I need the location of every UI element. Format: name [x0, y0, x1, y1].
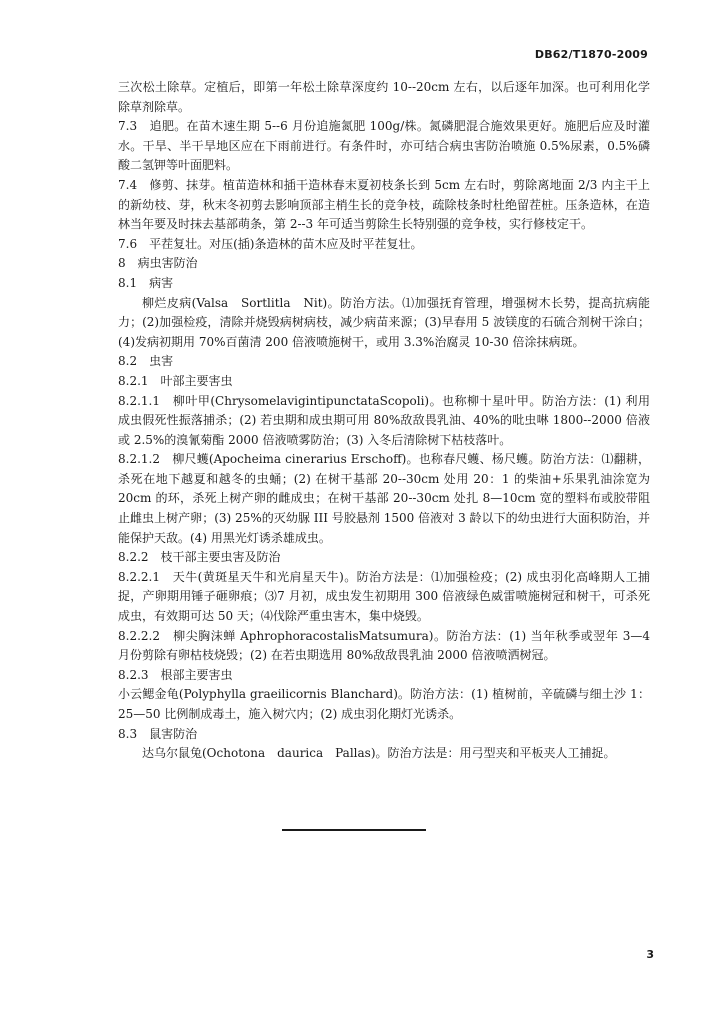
section-8-2-heading: 8.2 虫害 [118, 354, 174, 369]
section-8-3-heading: 8.3 鼠害防治 [118, 726, 198, 741]
canker-disease-paragraph: 柳烂皮病(Valsa Sortlitla Nit)。防治方法。⑴加强抚育管理，增强树木长势，提高抗病能力；(2)加强检疫，清除并烧毁病树病枝，减少病苗来源；(3)早春用 5 波镁度的石硫合剂树干涂白；(4)发病初期用 70%百菌清 200 倍液喷施树干，或用 3.3%治腐灵 10-30 倍涂抹病斑。 [118, 295, 650, 349]
document-code: DB62/T1870-2009 [534, 48, 648, 61]
section-8-2-2-heading: 8.2.2 枝干部主要虫害及防治 [118, 550, 281, 565]
section-8-2-1-heading: 8.2.1 叶部主要害虫 [118, 373, 233, 388]
section-8-2-2-2-spittlebug: 8.2.2.2 柳尖胸沫蝉 AphrophoracostalisMatsumura)。防治方法：(1) 当年秋季或翌年 3—4 月份剪除有卵枯枝烧毁；(2) 在若虫期选用 80%敌敌畏乳油 2000 倍液喷洒树冠。 [118, 628, 650, 663]
section-7-6-coppicing: 7.6 平茬复壮。对压(插)条造林的苗木应及时平茬复壮。 [118, 236, 423, 251]
page-number: 3 [646, 948, 654, 961]
pika-paragraph: 达乌尔鼠兔(Ochotona daurica Pallas)。防治方法是：用弓型夹和平板夹人工捕捉。 [142, 746, 616, 761]
section-8-2-1-2-inchworm: 8.2.1.2 柳尺蠖(Apocheima cinerarius Erschoff)。也称春尺蠖、杨尺蠖。防治方法：⑴翻耕，杀死在地下越夏和越冬的虫蛹；(2) 在树干基部 20--30cm 处用 20：1 的柴油+乐果乳油涂宽为 20cm 的环，杀死上树产卵的雌成虫；在树干基部 20--30cm 处扎 8—10cm 宽的塑料布或胶带阻止雌虫上树产卵；(3) 25%的灭幼脲 III 号胶悬剂 1500 倍液对 3 龄以下的幼虫进行大面积防治，并能保护天敌。(4) 用黑光灯诱杀雄成虫。 [118, 452, 650, 545]
section-8-1-heading: 8.1 病害 [118, 275, 174, 290]
section-8-2-2-1-longhorn: 8.2.2.1 天牛(黄斑星天牛和光肩星天牛)。防治方法是：⑴加强检疫；(2) 成虫羽化高峰期人工捕捉，产卵期用锤子砸卵痕；⑶7 月初，成虫发生初期用 300 倍液绿色威雷喷施树冠和树干，可杀死成虫，有效期可达 50 天；⑷伐除严重虫害木，集中烧毁。 [118, 569, 650, 624]
paragraph-weeding: 三次松土除草。定植后，即第一年松土除草深度约 10--20cm 左右，以后逐年加深。也可利用化学除草剂除草。 [118, 80, 650, 114]
section-8-heading: 8 病虫害防治 [118, 256, 198, 271]
chafer-paragraph: 小云鳃金龟(Polyphylla graeilicornis Blanchard)。防治方法：(1) 植树前，辛硫磷与细土沙 1：25—50 比例制成毒土，施入树穴内；(2) 成虫羽化期灯光诱杀。 [118, 687, 650, 721]
end-rule [282, 829, 426, 831]
section-8-2-3-heading: 8.2.3 根部主要害虫 [118, 667, 233, 682]
section-7-4-pruning: 7.4 修剪、抹芽。植苗造林和插干造林春末夏初枝条长到 5cm 左右时，剪除离地面 2/3 内主干上的新幼枝、芽，秋末冬初剪去影响顶部主梢生长的竞争枝，疏除枝条时杜绝留茬桩。压条造林，在造林当年要及时抹去基部萌条，第 2--3 年可适当剪除生长特别强的竞争枝，实行修枝定干。 [118, 177, 650, 232]
section-7-3-fertilizing: 7.3 追肥。在苗木速生期 5--6 月份追施氮肥 100g/株。氮磷肥混合施效果更好。施肥后应及时灌水。干旱、半干旱地区应在下雨前进行。有条件时，亦可结合病虫害防治喷施 0.5%尿素，0.5%磷酸二氢钾等叶面肥料。 [118, 119, 650, 173]
document-body [118, 78, 650, 764]
section-8-2-1-1-leaf-beetle: 8.2.1.1 柳叶甲(ChrysomelavigintipunctataScopoli)。也称柳十星叶甲。防治方法：(1) 利用成虫假死性振落捕杀；(2) 若虫期和成虫期可用 80%敌敌畏乳油、40%的吡虫啉 1800--2000 倍液或 2.5%的溴氰菊酯 2000 倍液喷雾防治；(3) 入冬后清除树下枯枝落叶。 [118, 393, 650, 447]
